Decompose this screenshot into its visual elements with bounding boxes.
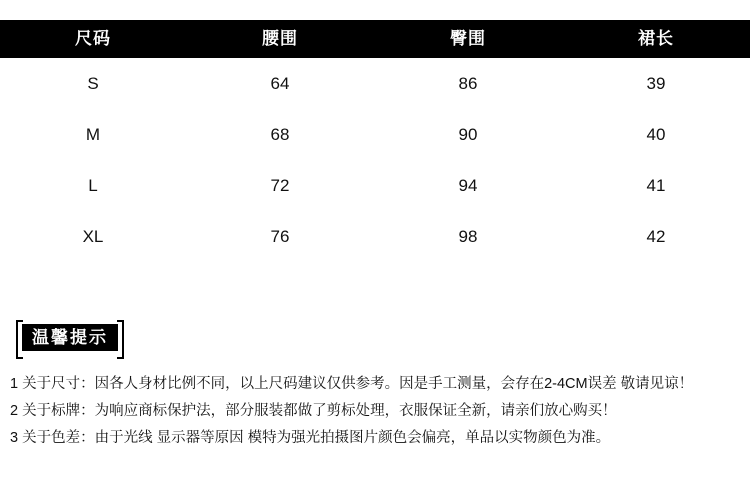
- table-row: [0, 58, 750, 109]
- cell-length: 40: [562, 109, 750, 160]
- table-header-row: [0, 20, 750, 58]
- cell-size: S: [0, 58, 186, 109]
- cell-size: L: [0, 160, 186, 211]
- cell-hip: 94: [374, 160, 562, 211]
- cell-length: 39: [562, 58, 750, 109]
- column-header-waist: 腰围: [186, 20, 374, 58]
- tips-title-frame: [22, 320, 118, 355]
- tips-line-size: 1 关于尺寸：因各人身材比例不同，以上尺码建议仅供参考。因是手工测量，会存在2-4CM误差 敬请见谅！: [10, 376, 694, 392]
- cell-length: 41: [562, 160, 750, 211]
- cell-hip: 90: [374, 109, 562, 160]
- tips-line-color: 3 关于色差：由于光线 显示器等原因 模特为强光拍摄图片颜色会偏亮，单品以实物颜色为准。: [10, 430, 611, 446]
- cell-size: XL: [0, 211, 186, 262]
- cell-length: 42: [562, 211, 750, 262]
- column-header-length: 裙长: [562, 20, 750, 58]
- table-row: [0, 160, 750, 211]
- cell-waist: 72: [186, 160, 374, 211]
- cell-hip: 98: [374, 211, 562, 262]
- table-row: [0, 109, 750, 160]
- column-header-hip: 臀围: [374, 20, 562, 58]
- tips-list: [0, 371, 750, 452]
- table-row: [0, 211, 750, 262]
- cell-hip: 86: [374, 58, 562, 109]
- size-table-header: [0, 20, 750, 58]
- size-table: [0, 20, 750, 262]
- cell-waist: 76: [186, 211, 374, 262]
- tips-title: 温馨提示: [22, 324, 118, 351]
- size-table-body: [0, 58, 750, 262]
- tips-section: [0, 320, 750, 452]
- cell-waist: 68: [186, 109, 374, 160]
- column-header-size: 尺码: [0, 20, 186, 58]
- tips-line-label: 2 关于标牌：为响应商标保护法，部分服装都做了剪标处理，衣服保证全新，请亲们放心购买！: [10, 403, 617, 419]
- cell-waist: 64: [186, 58, 374, 109]
- cell-size: M: [0, 109, 186, 160]
